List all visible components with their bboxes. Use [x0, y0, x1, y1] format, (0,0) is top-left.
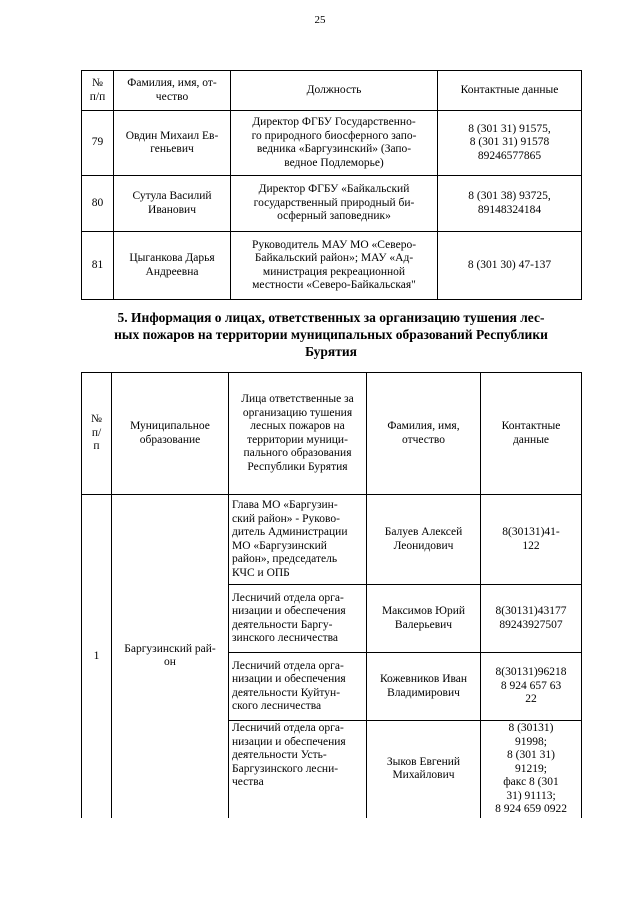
row-position: Директор ФГБУ Государственно- го природного биосферного запо- ведника «Баргузинский» (Запо- ведное Подлеморье): [231, 111, 438, 176]
row-contacts: 8(30131)96218 8 924 657 63 22: [481, 653, 582, 721]
row-responsible-role: Лесничий отдела орга- низации и обеспечения деятельности Усть- Баргузинского лесни- чества: [229, 721, 367, 818]
header-municipality: Муниципальное образование: [112, 373, 229, 495]
row-full-name: Кожевников Иван Владимирович: [367, 653, 481, 721]
header-contacts: Контактные данные: [438, 71, 582, 111]
row-contacts: 8 (301 30) 47-137: [438, 232, 582, 300]
row-responsible-role: Лесничий отдела орга- низации и обеспечения деятельности Баргу- зинского лесничества: [229, 585, 367, 653]
table-row: [82, 232, 582, 300]
header-contacts: Контактные данные: [481, 373, 582, 495]
table-row: [82, 111, 582, 176]
responsible-persons-table: [81, 372, 582, 818]
row-number: 80: [82, 176, 114, 232]
row-contacts: 8 (301 31) 91575, 8 (301 31) 91578 89246577865: [438, 111, 582, 176]
table-row: [82, 495, 582, 585]
row-responsible-role: Глава МО «Баргузин- ский район» - Руково- дитель Администрации МО «Баргузинский район», председатель КЧС и ОПБ: [229, 495, 367, 585]
group-municipality: Баргузинский рай- он: [112, 495, 229, 818]
header-number: № п/п: [82, 71, 114, 111]
row-full-name: Максимов Юрий Валерьевич: [367, 585, 481, 653]
row-full-name: Балуев Алексей Леонидович: [367, 495, 481, 585]
table-header-row: [82, 373, 582, 495]
header-full-name: Фамилия, имя, отчество: [367, 373, 481, 495]
row-contacts: 8 (30131) 91998; 8 (301 31) 91219; факс 8 (301 31) 91113; 8 924 659 0922: [481, 721, 582, 818]
header-responsible-persons: Лица ответственные за организацию тушения лесных пожаров на территории муници- пального образования Республики Бурятия: [229, 373, 367, 495]
row-position: Директор ФГБУ «Байкальский государственный природный би- осферный заповедник»: [231, 176, 438, 232]
header-number: № п/ п: [82, 373, 112, 495]
row-number: 81: [82, 232, 114, 300]
row-full-name: Овдин Михаил Ев- геньевич: [114, 111, 231, 176]
header-full-name: Фамилия, имя, от- чество: [114, 71, 231, 111]
row-full-name: Зыков Евгений Михайлович: [367, 721, 481, 818]
row-contacts: 8(30131)41- 122: [481, 495, 582, 585]
row-contacts: 8 (301 38) 93725, 89148324184: [438, 176, 582, 232]
row-contacts: 8(30131)43177 89243927507: [481, 585, 582, 653]
page-number: 25: [314, 14, 326, 26]
table-header-row: [82, 71, 582, 111]
group-number: 1: [82, 495, 112, 818]
header-position: Должность: [231, 71, 438, 111]
row-full-name: Цыганкова Дарья Андреевна: [114, 232, 231, 300]
contacts-table: [81, 70, 582, 300]
row-responsible-role: Лесничий отдела орга- низации и обеспечения деятельности Куйтун- ского лесничества: [229, 653, 367, 721]
row-full-name: Сутула Василий Иванович: [114, 176, 231, 232]
row-position: Руководитель МАУ МО «Северо- Байкальский район»; МАУ «Ад- министрация рекреационной местности «Северо-Байкальская": [231, 232, 438, 300]
section-heading: 5. Информация о лицах, ответственных за организацию тушения лес- ных пожаров на территории муниципальных образований Республики Бурятия: [114, 310, 548, 359]
row-number: 79: [82, 111, 114, 176]
table-row: [82, 176, 582, 232]
